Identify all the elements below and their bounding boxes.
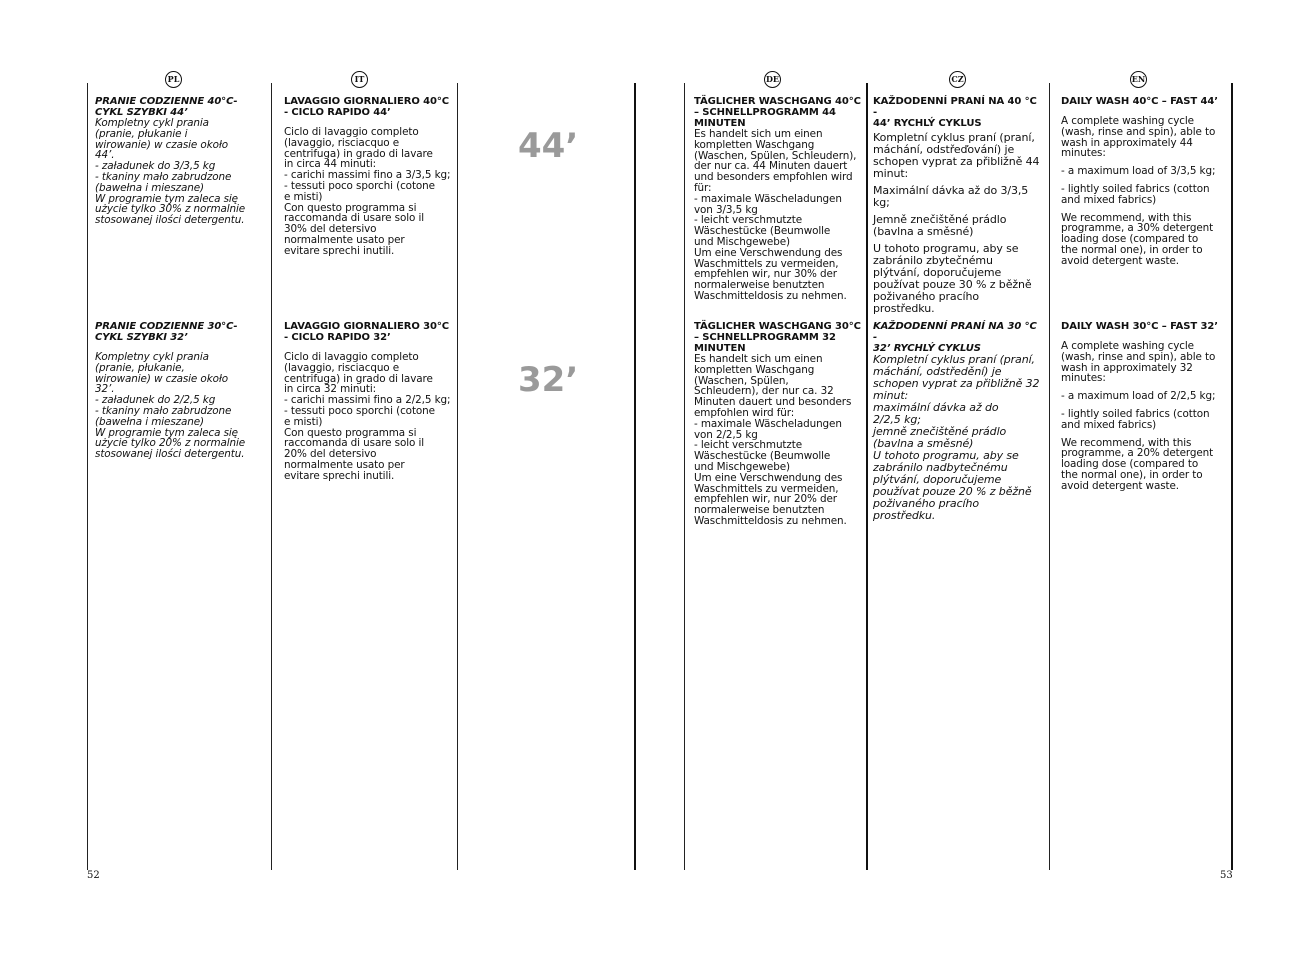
it-section-30 <box>284 321 452 491</box>
de-heading-30: TÄGLICHER WASCHGANG 30°C – SCHNELLPROGRAMM 32 MINUTEN <box>694 321 861 354</box>
column-divider <box>271 83 272 870</box>
program-time-44: 44’ <box>518 126 579 166</box>
it-heading-40: LAVAGGIO GIORNALIERO 40°C - CICLO RAPIDO 44’ <box>284 96 449 118</box>
language-badge-en: EN <box>1130 71 1147 88</box>
cz-text-40-load: Maximální dávka až do 3/3,5 kg; <box>873 184 1029 209</box>
page-divider <box>634 83 636 870</box>
column-divider <box>684 83 685 870</box>
page-number-left: 52 <box>87 870 100 881</box>
en-heading-40: DAILY WASH 40°C – FAST 44’ <box>1061 96 1218 107</box>
it-heading-30: LAVAGGIO GIORNALIERO 30°C - CICLO RAPIDO 32’ <box>284 321 449 343</box>
cz-section-40 <box>873 96 1041 324</box>
de-text-40: Es handelt sich um einen kompletten Waschgang (Waschen, Spülen, Schleudern), der nur ca. 44 Minuten dauert und besonders empfohlen wird für: - maximale Wäscheladungen von 3/3,5 kg - leicht verschmutzte Wäschestücke (Beumwolle und Mischgewebe) Um eine Verschwendung des Waschmittels zu vermeiden, empfehlen wir, nur 30% der normalerweise benutzten Waschmitteldosis zu nehmen. <box>694 128 857 302</box>
en-heading-30: DAILY WASH 30°C – FAST 32’ <box>1061 321 1218 332</box>
it-section-40 <box>284 96 452 266</box>
cz-heading-30: KAŽDODENNÍ PRANÍ NA 30 °C - 32’ RYCHLÝ CYKLUS <box>873 321 1037 354</box>
page-number-right: 53 <box>1220 870 1233 881</box>
cz-heading-40: KAŽDODENNÍ PRANÍ NA 40 °C - 44’ RYCHLÝ CYKLUS <box>873 96 1037 129</box>
cz-text-40-dose: U tohoto programu, aby se zabránilo zbytečnému plýtvání, doporučujeme používat pouze 30 % z běžně poživaného pracího prostředku. <box>873 242 1032 315</box>
en-text-30-dose: We recommend, with this programme, a 20% detergent loading dose (compared to the normal one), in order to avoid detergent waste. <box>1061 436 1214 492</box>
column-divider <box>457 83 458 870</box>
cz-text-40-fabrics: Jemně znečištěné prádlo (bavlna a směsné) <box>873 213 1007 238</box>
cz-section-30 <box>873 321 1041 531</box>
en-section-30 <box>1061 321 1229 501</box>
pl-heading-40: PRANIE CODZIENNE 40°C- CYKL SZYBKI 44’ <box>95 96 238 118</box>
pl-section-30 <box>95 321 263 469</box>
language-badge-cz: CZ <box>949 71 966 88</box>
pl-text-40: Kompletny cykl prania (pranie, płukanie i wirowanie) w czasie około 44’. - załadunek do 3/3,5 kg - tkaniny mało zabrudzone (bawełna i mieszane) W programie tym zaleca się użycie tylko 30% z normalnie stosowanej ilości detergentu. <box>95 117 246 227</box>
it-text-40: Ciclo di lavaggio completo (lavaggio, risciacquo e centrifuga) in grado di lavare in circa 44 minuti: - carichi massimi fino a 3/3,5 kg; - tessuti poco sporchi (cotone e misti) Con questo programma si raccomanda di usare solo il 30% del detersivo normalmente usato per evitare sprechi inutili. <box>284 126 451 257</box>
pl-heading-30: PRANIE CODZIENNE 30°C- CYKL SZYBKI 32’ <box>95 321 238 343</box>
column-divider <box>1049 83 1050 870</box>
de-section-30 <box>694 321 862 536</box>
en-text-30-load: - a maximum load of 2/2,5 kg; <box>1061 390 1216 403</box>
language-badge-pl: PL <box>165 71 182 88</box>
pl-text-30: Kompletny cykl prania (pranie, płukanie, wirowanie) w czasie około 32’. - załadunek do 2/2,5 kg - tkaniny mało zabrudzone (bawełna i mieszane) W programie tym zaleca się użycie tylko 20% z normalnie stosowanej ilości detergentu. <box>95 351 246 461</box>
cz-text-30: Kompletní cyklus praní (praní, máchání, odstředění) je schopen vyprat za přibližně 32 minut: maximální dávka až do 2/2,5 kg; jemně znečištěné prádlo (bavlna a směsné) U tohoto programu, aby se zabránilo nadbytečnému plýtvání, doporučujeme používat pouze 20 % z běžně poživaného pracího prostředku. <box>873 353 1040 522</box>
it-text-30: Ciclo di lavaggio completo (lavaggio, risciacquo e centrifuga) in grado di lavare in circa 32 minuti: - carichi massimi fino a 2/2,5 kg; - tessuti poco sporchi (cotone e misti) Con questo programma si raccomanda di usare solo il 20% del detersivo normalmente usato per evitare sprechi inutili. <box>284 351 451 482</box>
cz-text-40-intro: Kompletní cyklus praní (praní, máchání, odstřeďování) je schopen vyprat za přibližně 44 minut: <box>873 131 1040 180</box>
column-divider <box>1231 83 1233 870</box>
de-heading-40: TÄGLICHER WASCHGANG 40°C – SCHNELLPROGRAMM 44 MINUTEN <box>694 96 861 129</box>
en-text-40-intro: A complete washing cycle (wash, rinse and spin), able to wash in approximately 44 minutes: <box>1061 115 1216 160</box>
en-section-40 <box>1061 96 1229 276</box>
language-badge-it: IT <box>351 71 368 88</box>
en-text-30-intro: A complete washing cycle (wash, rinse and spin), able to wash in approximately 32 minutes: <box>1061 340 1216 385</box>
program-time-32: 32’ <box>518 360 579 400</box>
pl-section-40 <box>95 96 263 235</box>
en-text-40-fabrics: - lightly soiled fabrics (cotton and mixed fabrics) <box>1061 182 1210 206</box>
column-divider <box>866 83 868 870</box>
en-text-40-load: - a maximum load of 3/3,5 kg; <box>1061 165 1216 178</box>
en-text-40-dose: We recommend, with this programme, a 30% detergent loading dose (compared to the normal one), in order to avoid detergent waste. <box>1061 211 1214 267</box>
language-badge-de: DE <box>764 71 781 88</box>
de-section-40 <box>694 96 862 311</box>
column-divider <box>87 83 88 870</box>
de-text-30: Es handelt sich um einen kompletten Waschgang (Waschen, Spülen, Schleudern), der nur ca. 32 Minuten dauert und besonders empfohlen wird für: - maximale Wäscheladungen von 2/2,5 kg - leicht verschmutzte Wäschestücke (Beumwolle und Mischgewebe) Um eine Verschwendung des Waschmittels zu vermeiden, empfehlen wir, nur 20% der normalerweise benutzten Waschmitteldosis zu nehmen. <box>694 353 852 527</box>
en-text-30-fabrics: - lightly soiled fabrics (cotton and mixed fabrics) <box>1061 407 1210 431</box>
